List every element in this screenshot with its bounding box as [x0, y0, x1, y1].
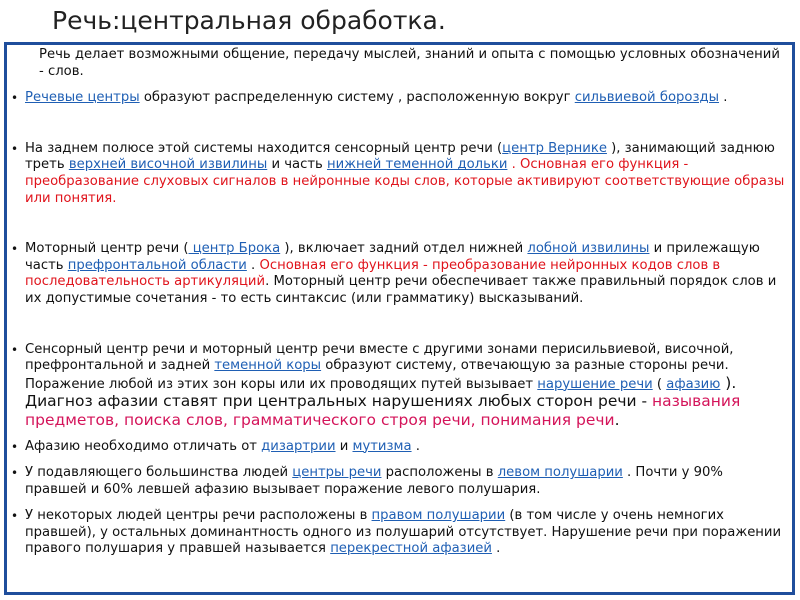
text-span: .	[411, 438, 420, 454]
text-span: .	[719, 90, 728, 106]
text-span: У некоторых людей центры речи расположены в	[25, 508, 372, 524]
link-frontal-gyrus[interactable]: лобной извилины	[527, 241, 650, 257]
text-span: (	[652, 376, 667, 392]
link-prefrontal-area[interactable]: префронтальной области	[67, 257, 247, 273]
bullet-icon: •	[11, 466, 19, 481]
body-text	[7, 45, 792, 558]
text-span: .	[491, 541, 501, 557]
intro-paragraph: Речь делает возможными общение, передачу мыслей, знаний и опыта с помощью условных обозначений - слов.	[39, 47, 780, 79]
text-span: Сенсорный центр речи и моторный центр речи вместе с другими зонами перисильвиевой, височной, префронтальной и задней	[25, 341, 734, 374]
link-crossed-aphasia[interactable]: перекрестной афазией	[330, 541, 492, 557]
content-box	[4, 42, 795, 595]
bullet-icon: •	[11, 91, 19, 106]
text-span: Афазию необходимо отличать от	[25, 438, 262, 454]
list-item-right-hemisphere	[11, 508, 788, 558]
link-wernicke-center[interactable]: центр Вернике	[502, 140, 607, 156]
link-mutism[interactable]: мутизма	[352, 438, 412, 454]
link-left-hemisphere[interactable]: левом полушарии	[497, 465, 623, 481]
text-span: и прилежащую часть	[25, 241, 760, 273]
link-speech-centers-2[interactable]: центры речи	[292, 465, 382, 481]
text-span: ), включает задний отдел нижней	[280, 241, 528, 257]
list-item-broca	[11, 241, 788, 307]
text-span: У подавляющего большинства людей	[25, 465, 293, 481]
text-span: Моторный центр речи (	[25, 241, 189, 257]
text-span: образуют систему, отвечающую за разные стороны речи. Поражение любой из этих зон коры или их проводящих путей вызывает	[25, 358, 729, 392]
text-span: . Почти у 90% правшей и 60% левшей афазию вызывает поражение левого полушария.	[25, 465, 723, 497]
bullet-icon: •	[11, 141, 19, 156]
bullet-icon: •	[11, 439, 19, 454]
link-dysarthria[interactable]: дизартрии	[261, 438, 336, 454]
link-broca-center[interactable]: центр Брока	[188, 241, 281, 257]
aphasia-diagnosis-text: ). Диагноз афазии ставят при центральных нарушениях любых сторон речи -	[25, 373, 737, 411]
text-span: и часть	[267, 157, 327, 173]
link-right-hemisphere[interactable]: правом полушарии	[371, 508, 506, 524]
text-span: . Моторный центр речи обеспечивает также правильный порядок слов и их допустимые сочетания - то есть синтаксис (или грамматику) высказываний.	[25, 274, 777, 306]
text-span: (в том числе у очень немногих правшей), у остальных доминантность одного из полушарий отсутствует. Нарушение речи при поражении правого полушария у правшей называется	[25, 508, 782, 557]
text-span: На заднем полюсе этой системы находится сенсорный центр речи (	[25, 140, 503, 156]
list-item-wernicke	[11, 140, 788, 207]
bullet-icon: •	[11, 242, 19, 257]
wernicke-function-text: . Основная его функция - преобразование слуховых сигналов в нейронные коды слов, которые активируют соответствующие образы или понятия.	[25, 157, 785, 206]
text-span: и	[335, 438, 353, 454]
bullet-list	[11, 90, 788, 558]
list-item-differentiate	[11, 438, 788, 456]
aphasia-aspects-text: называния предметов, поиска слов, грамматического строя речи, понимания речи	[25, 392, 741, 429]
bullet-icon: •	[11, 342, 19, 357]
bullet-icon: •	[11, 509, 19, 524]
broca-function-text: Основная его функция - преобразование нейронных кодов слов в последовательность артикуляций	[25, 257, 721, 290]
link-speech-centers[interactable]: Речевые центры	[25, 90, 140, 106]
link-aphasia[interactable]: афазию	[666, 376, 721, 392]
text-span: .	[246, 257, 260, 273]
link-inferior-parietal-lobule[interactable]: нижней теменной дольки	[326, 157, 508, 173]
list-item-left-hemisphere	[11, 465, 788, 498]
text-span: расположены в	[381, 465, 498, 481]
text-span: образуют распределенную систему , расположенную вокруг	[139, 90, 575, 106]
link-speech-disorder[interactable]: нарушение речи	[537, 376, 653, 392]
text-span: ), занимающий заднюю треть	[25, 140, 775, 173]
text-span: .	[614, 410, 620, 429]
link-parietal-cortex[interactable]: теменной коры	[214, 358, 322, 374]
slide-title: Речь:центральная обработка.	[52, 6, 446, 35]
link-superior-temporal-gyrus[interactable]: верхней височной извилины	[68, 157, 268, 173]
list-item-speech-centers	[11, 90, 788, 107]
list-item-aphasia	[11, 341, 788, 431]
link-sylvian-fissure[interactable]: сильвиевой борозды	[574, 90, 719, 106]
